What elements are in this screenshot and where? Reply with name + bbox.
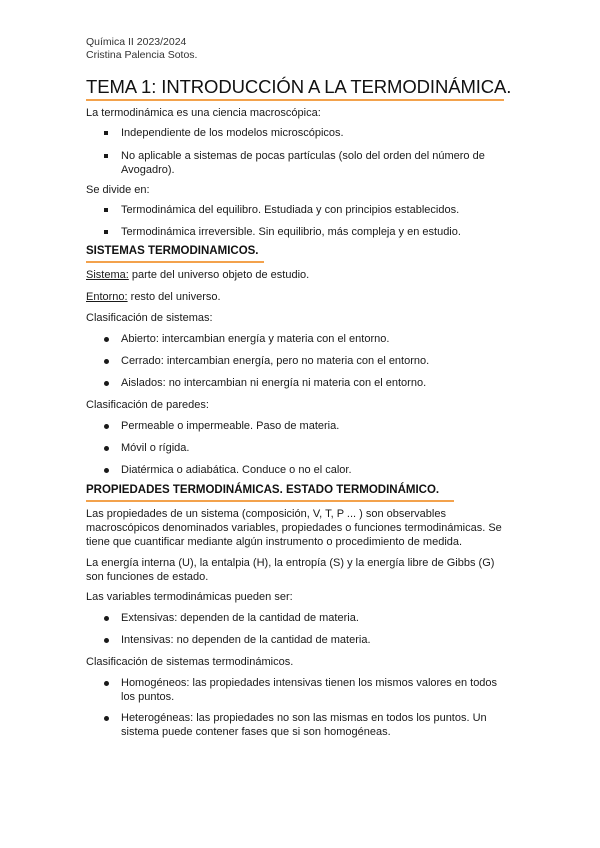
list-item: Termodinámica irreversible. Sin equilibrio, más compleja y en estudio.	[121, 226, 461, 238]
term-entorno: Entorno:	[86, 291, 128, 303]
bullet-dot-icon	[104, 716, 109, 721]
intro-text: La termodinámica es una ciencia macroscópica:	[86, 107, 321, 119]
list-item: Abierto: intercambian energía y materia con el entorno.	[121, 333, 390, 345]
paragraph-line: son funciones de estado.	[86, 571, 209, 583]
list-item-continuation: Avogadro).	[121, 164, 175, 176]
list-item: Cerrado: intercambian energía, pero no materia con el entorno.	[121, 355, 430, 367]
def-entorno: resto del universo.	[130, 291, 221, 303]
bullet-dot-icon	[104, 381, 109, 386]
clasif-sistemas-text: Clasificación de sistemas:	[86, 312, 213, 324]
bullet-dot-icon	[104, 337, 109, 342]
page-header	[86, 36, 197, 62]
section-underline	[86, 500, 454, 502]
bullet-dot-icon	[104, 616, 109, 621]
section-heading-propiedades: PROPIEDADES TERMODINÁMICAS. ESTADO TERMODINÁMICO.	[86, 484, 440, 496]
list-item: Independiente de los modelos microscópicos.	[121, 127, 344, 139]
paragraph-line: Las propiedades de un sistema (composición, V, T, P ... ) son observables	[86, 508, 446, 520]
list-item: Heterogéneas: las propiedades no son las mismas en todos los puntos. Un	[121, 712, 487, 724]
list-item: No aplicable a sistemas de pocas partículas (solo del orden del número de	[121, 150, 485, 162]
definition-sistema	[86, 268, 309, 282]
section-heading-sistemas: SISTEMAS TERMODINAMICOS.	[86, 245, 259, 257]
divide-text: Se divide en:	[86, 184, 150, 196]
square-bullet-icon	[104, 208, 108, 212]
list-item: Extensivas: dependen de la cantidad de materia.	[121, 612, 359, 624]
paragraph-line: La energía interna (U), la entalpia (H), la entropía (S) y la energía libre de Gibbs (G)	[86, 557, 495, 569]
term-sistema: Sistema:	[86, 269, 129, 281]
course-label: Química II 2023/2024	[86, 36, 187, 48]
list-item-continuation: los puntos.	[121, 691, 175, 703]
page-title: TEMA 1: INTRODUCCIÓN A LA TERMODINÁMICA.	[86, 76, 512, 97]
bullet-dot-icon	[104, 638, 109, 643]
paragraph-line: macroscópicos denominados variables, propiedades o funciones termodinámicas. Se	[86, 522, 502, 534]
bullet-dot-icon	[104, 468, 109, 473]
list-item: Homogéneos: las propiedades intensivas tienen los mismos valores en todos	[121, 677, 498, 689]
square-bullet-icon	[104, 154, 108, 158]
list-item: Intensivas: no dependen de la cantidad de materia.	[121, 634, 371, 646]
list-item: Aislados: no intercambian ni energía ni materia con el entorno.	[121, 377, 427, 389]
list-item-continuation: sistema puede contener fases que si son homogéneas.	[121, 726, 391, 738]
section-underline	[86, 261, 264, 263]
square-bullet-icon	[104, 230, 108, 234]
list-item: Permeable o impermeable. Paso de materia.	[121, 420, 340, 432]
paragraph-line: Clasificación de sistemas termodinámicos.	[86, 656, 294, 668]
list-item: Móvil o rígida.	[121, 442, 190, 454]
list-item: Diatérmica o adiabática. Conduce o no el calor.	[121, 464, 352, 476]
square-bullet-icon	[104, 131, 108, 135]
bullet-dot-icon	[104, 446, 109, 451]
bullet-dot-icon	[104, 424, 109, 429]
clasif-paredes-text: Clasificación de paredes:	[86, 399, 209, 411]
list-item: Termodinámica del equilibro. Estudiada y con principios establecidos.	[121, 204, 460, 216]
author-label: Cristina Palencia Sotos.	[86, 49, 198, 61]
bullet-dot-icon	[104, 681, 109, 686]
bullet-dot-icon	[104, 359, 109, 364]
title-underline	[86, 99, 504, 101]
paragraph-line: Las variables termodinámicas pueden ser:	[86, 591, 293, 603]
paragraph-line: tiene que cuantificar mediante algún instrumento o procedimiento de medida.	[86, 536, 463, 548]
definition-entorno	[86, 290, 221, 304]
def-sistema: parte del universo objeto de estudio.	[131, 269, 310, 281]
